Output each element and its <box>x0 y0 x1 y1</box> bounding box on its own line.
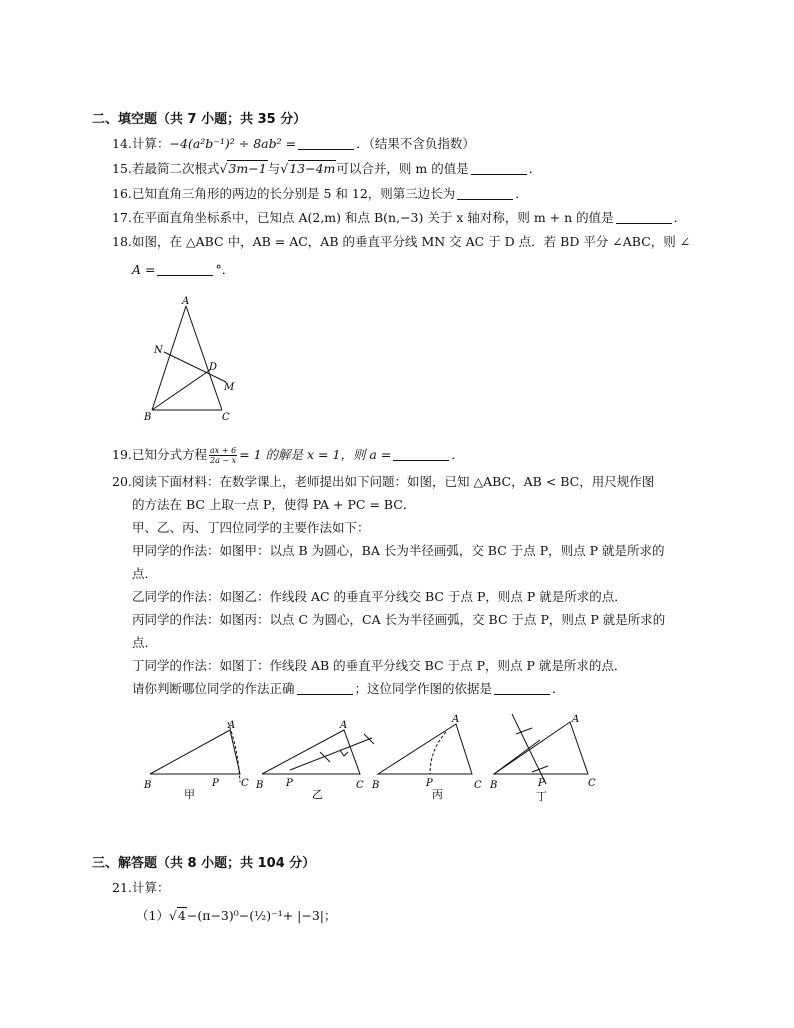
label-N: N <box>154 345 163 356</box>
figures-20-constructions <box>140 712 620 807</box>
caption-jia: 甲 <box>184 788 195 801</box>
question-21-part-1: （1）√4−(π−3)⁰−(½)⁻¹+ |−3|； <box>136 908 337 923</box>
svg-text:A: A <box>572 714 580 725</box>
svg-text:A: A <box>340 720 348 731</box>
question-17: 17.在平面直角坐标系中，已知点 A(2,m) 和点 B(n,−3) 关于 x 轴对称，则 m + n 的值是 ． <box>112 210 687 225</box>
answer-blank[interactable] <box>298 137 354 150</box>
question-19: 19.已知分式方程 $\frac{ax + 6}{2a - x}$ = 1 的解是 x = 1，则 a = ． <box>112 446 464 465</box>
svg-text:P: P <box>212 778 219 789</box>
svg-text:C: C <box>588 778 596 789</box>
question-18-continued: A = °． <box>132 262 235 277</box>
question-20-line-6: 乙同学的作法：如图乙：作线段 AC 的垂直平分线交 BC 于点 P，则点 P 就是所求的点． <box>132 589 627 604</box>
question-20-line-5: 点． <box>132 566 158 581</box>
caption-ding: 丁 <box>536 790 547 803</box>
question-20-line-3: 甲、乙、丙、丁四位同学的主要作法如下： <box>132 520 370 535</box>
answer-blank[interactable] <box>471 162 527 175</box>
answer-blank[interactable] <box>457 187 513 200</box>
question-20-line-8: 点． <box>132 635 158 650</box>
answer-blank[interactable] <box>393 448 449 461</box>
svg-text:B: B <box>490 780 498 791</box>
label-D: D <box>209 362 218 373</box>
label-M: M <box>224 382 235 393</box>
question-14: 14.计算：−4(a²b⁻¹)² ÷ 8ab² = ．（结果不含负指数） <box>112 136 475 151</box>
svg-text:C: C <box>241 778 249 789</box>
question-16: 16.已知直角三角形的两边的长分别是 5 和 12，则第三边长为 ． <box>112 186 528 201</box>
svg-text:C: C <box>474 780 482 791</box>
svg-text:P: P <box>538 778 545 789</box>
question-20-line-4: 甲同学的作法：如图甲：以点 B 为圆心，BA 长为半径画弧，交 BC 于点 P，则点 P 就是所求的 <box>132 543 665 558</box>
svg-text:A: A <box>228 720 236 731</box>
svg-text:C: C <box>356 780 364 791</box>
label-B: B <box>144 412 152 423</box>
answer-blank[interactable] <box>494 682 550 695</box>
answer-blank[interactable] <box>616 211 672 224</box>
question-18: 18.如图，在 △ABC 中，AB = AC，AB 的垂直平分线 MN 交 AC 于 D 点．若 BD 平分 ∠ABC，则 ∠ <box>112 234 691 249</box>
label-C: C <box>222 412 230 423</box>
fraction: $\frac{ax + 6}{2a - x}$ <box>210 446 237 465</box>
question-20-line-10: 请你判断哪位同学的作法正确 ；这位同学作图的依据是 ． <box>132 681 565 696</box>
svg-text:B: B <box>256 780 264 791</box>
answer-blank[interactable] <box>157 263 213 276</box>
svg-text:P: P <box>286 778 293 789</box>
figure-18-triangle <box>140 292 250 426</box>
section-title-answer: 三、解答题（共 8 小题；共 104 分） <box>92 856 316 871</box>
question-20-line-2: 的方法在 BC 上取一点 P，使得 PA + PC = BC． <box>132 497 416 512</box>
question-20-line-1: 20.阅读下面材料：在数学课上，老师提出如下问题：如图，已知 △ABC，AB < BC，用尺规作图 <box>112 474 655 489</box>
answer-blank[interactable] <box>297 682 353 695</box>
section-title-fill-in: 二、填空题（共 7 小题；共 35 分） <box>92 112 307 127</box>
svg-text:P: P <box>426 778 433 789</box>
svg-text:A: A <box>452 714 460 725</box>
question-20-line-7: 丙同学的作法：如图丙：以点 C 为圆心，CA 长为半径画弧，交 BC 于点 P，则点 P 就是所求的 <box>132 612 666 627</box>
svg-text:B: B <box>372 780 380 791</box>
svg-text:B: B <box>144 780 152 791</box>
question-20-line-9: 丁同学的作法：如图丁：作线段 AB 的垂直平分线交 BC 于点 P，则点 P 就是所求的点． <box>132 658 627 673</box>
question-15: 15.若最简二次根式√3m−1与√13−4m可以合并，则 m 的值是 ． <box>112 161 542 176</box>
question-21: 21.计算： <box>112 880 170 895</box>
caption-yi: 乙 <box>312 788 323 801</box>
label-A: A <box>182 296 190 307</box>
caption-bing: 丙 <box>432 788 443 801</box>
